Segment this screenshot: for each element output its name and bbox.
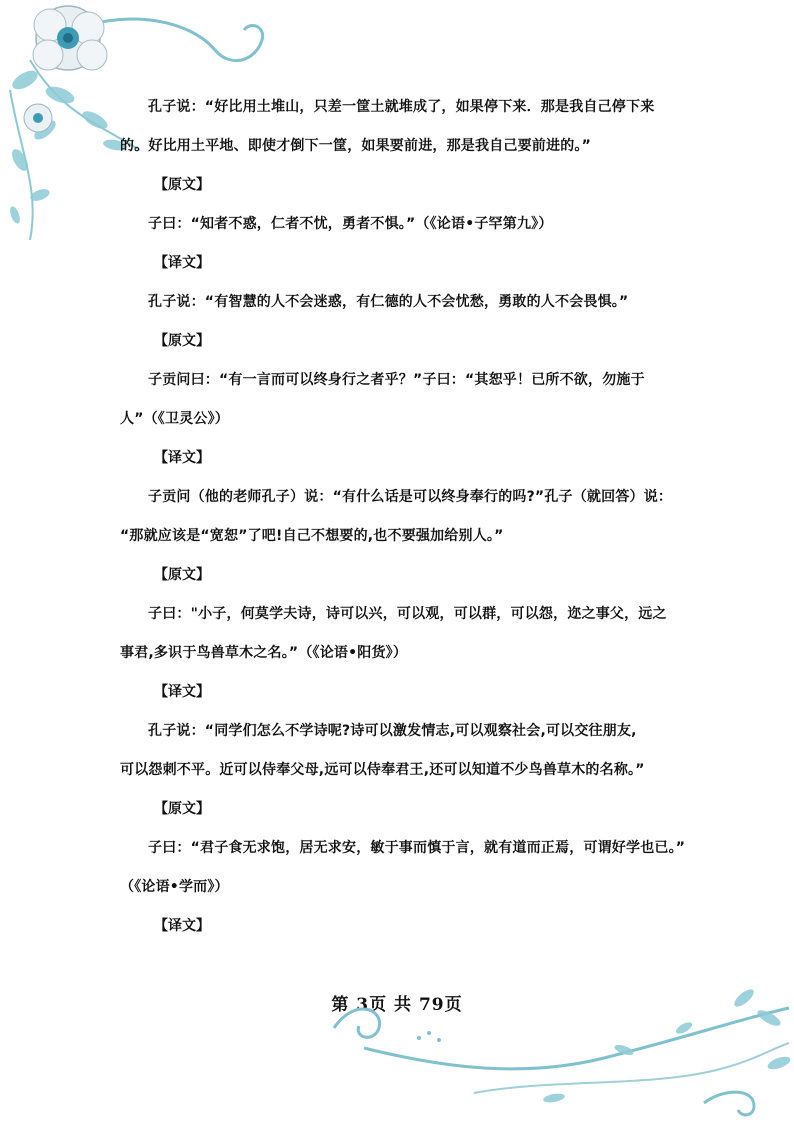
- paragraph-line: 可以怨刺不平。近可以侍奉父母,远可以侍奉君王,还可以知道不少鸟兽草木的名称。”: [120, 762, 645, 778]
- paragraph-line: 子曰：“知者不惑，仁者不忧，勇者不惧。”（《论语•子罕第九》）: [148, 216, 553, 232]
- paragraph-line: 子贡问（他的老师孔子）说：“有什么话是可以终身奉行的吗?”孔子（就回答）说：: [148, 489, 673, 505]
- paragraph-line: 人”（《卫灵公》）: [120, 411, 230, 427]
- page-number-footer: 第 3页 共 79页: [331, 995, 463, 1015]
- paragraph-line: 孔子说：“好比用土堆山，只差一筐土就堆成了，如果停下来．那是我自己停下来: [148, 99, 655, 115]
- vine-corner-decoration: [324, 988, 794, 1123]
- paragraph-line: 子贡问曰：“有一言而可以终身行之者乎？”子曰：“其恕乎！已所不欲，勿施于: [148, 372, 645, 388]
- paragraph-line: 孔子说：“有智慧的人不会迷惑，有仁德的人不会忧愁，勇敢的人不会畏惧。”: [148, 294, 629, 310]
- paragraph-line: （《论语•学而》）: [120, 879, 229, 895]
- section-label: 【原文】: [154, 567, 210, 583]
- paragraph-line: 的。好比用土平地、即使才倒下一筐，如果要前进，那是我自己要前进的。”: [120, 138, 591, 154]
- paragraph-line: 子曰："小子，何莫学夫诗，诗可以兴，可以观，可以群，可以怨，迩之事父，远之: [148, 606, 667, 622]
- paragraph-line: “那就应该是“宽恕”了吧!自己不想要的,也不要强加给别人。”: [120, 528, 504, 544]
- section-label: 【译文】: [154, 255, 210, 271]
- section-label: 【原文】: [154, 801, 210, 817]
- paragraph-line: 子曰：“君子食无求饱，居无求安，敏于事而慎于言，就有道而正焉，可谓好学也已。”: [148, 840, 686, 856]
- section-label: 【译文】: [154, 918, 210, 934]
- section-label: 【译文】: [154, 684, 210, 700]
- section-label: 【原文】: [154, 177, 210, 193]
- floral-corner-decoration: [0, 0, 290, 250]
- paragraph-line: 事君,多识于鸟兽草木之名。”（《论语•阳货》）: [120, 645, 408, 661]
- section-label: 【原文】: [154, 333, 210, 349]
- section-label: 【译文】: [154, 450, 210, 466]
- paragraph-line: 孔子说：“同学们怎么不学诗呢?诗可以激发情志,可以观察社会,可以交往朋友,: [148, 723, 637, 739]
